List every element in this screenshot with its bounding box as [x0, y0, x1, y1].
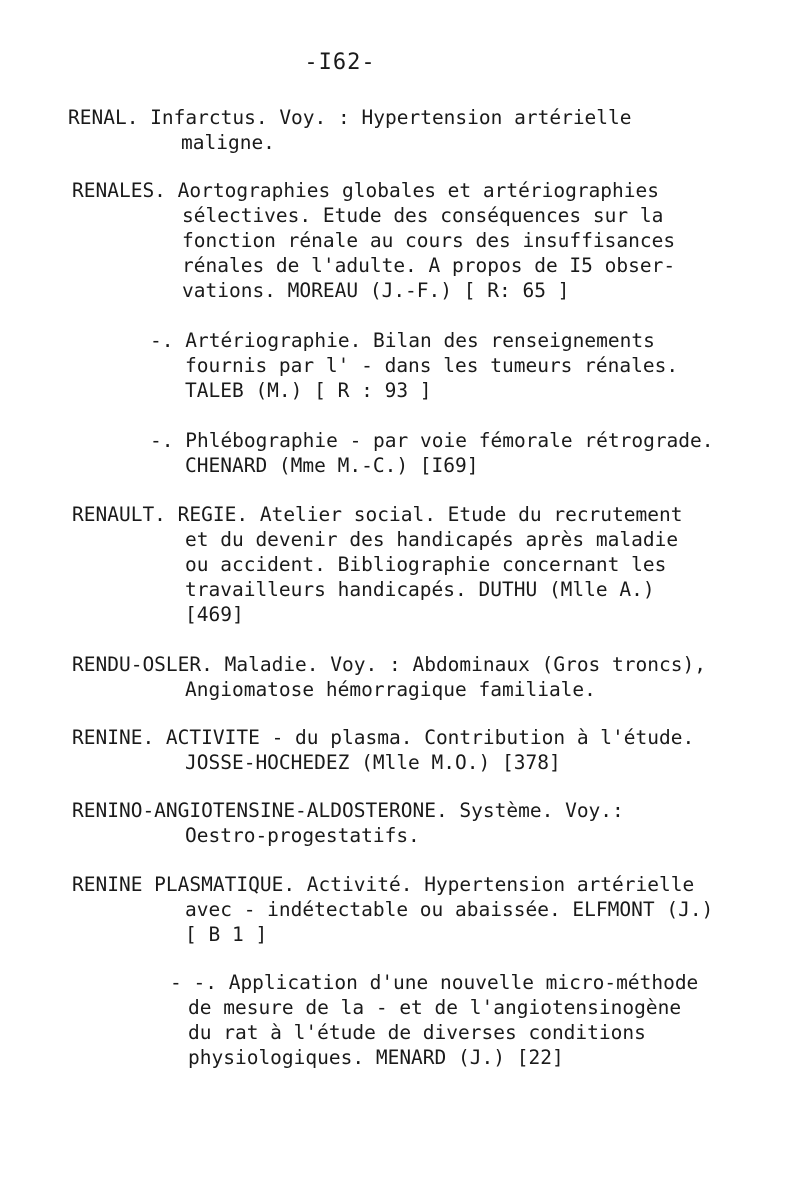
entry-line: [469]	[185, 603, 244, 626]
entry-line: RENINE. ACTIVITE - du plasma. Contribution à l'étude.	[72, 726, 695, 749]
entry-line: sélectives. Etude des conséquences sur la	[182, 204, 664, 227]
entry-line: RENDU-OSLER. Maladie. Voy. : Abdominaux (Gros troncs),	[72, 653, 706, 676]
index-entry-renine-plasmatique	[72, 872, 713, 947]
entry-line: avec - indétectable ou abaissée. ELFMONT (J.)	[185, 898, 714, 921]
index-entry-renal	[68, 105, 632, 155]
entry-line: maligne.	[181, 131, 275, 154]
index-entry-renine	[72, 725, 694, 775]
entry-line: rénales de l'adulte. A propos de I5 obser-	[182, 254, 676, 277]
entry-line: du rat à l'étude de diverses conditions	[188, 1021, 646, 1044]
entry-line: de mesure de la - et de l'angiotensinogène	[188, 996, 682, 1019]
entry-line: - -. Application d'une nouvelle micro-méthode	[170, 971, 699, 994]
entry-line: travailleurs handicapés. DUTHU (Mlle A.)	[185, 578, 655, 601]
entry-line: vations. MOREAU (J.-F.) [ R: 65 ]	[182, 279, 570, 302]
entry-line: RENAULT. REGIE. Atelier social. Etude du recrutement	[72, 503, 683, 526]
entry-line: -. Phlébographie - par voie fémorale rétrograde.	[150, 429, 714, 452]
entry-line: -. Artériographie. Bilan des renseignements	[150, 329, 655, 352]
page-number: -I62-	[304, 50, 376, 75]
index-entry-arteriographie	[150, 328, 678, 403]
entry-line: ou accident. Bibliographie concernant les	[185, 553, 667, 576]
index-entry-phlebographie	[150, 428, 714, 478]
entry-line: TALEB (M.) [ R : 93 ]	[185, 379, 432, 402]
entry-line: RENINO-ANGIOTENSINE-ALDOSTERONE. Système. Voy.:	[72, 799, 624, 822]
entry-line: et du devenir des handicapés après maladie	[185, 528, 679, 551]
entry-line: RENALES. Aortographies globales et artériographies	[72, 179, 659, 202]
index-entry-renault	[72, 502, 682, 627]
entry-line: fonction rénale au cours des insuffisances	[182, 229, 676, 252]
entry-line: RENINE PLASMATIQUE. Activité. Hypertension artérielle	[72, 873, 695, 896]
index-entry-rendu-osler	[72, 652, 706, 702]
entry-line: Oestro-progestatifs.	[185, 824, 420, 847]
entry-line: CHENARD (Mme M.-C.) [I69]	[185, 454, 479, 477]
entry-line: physiologiques. MENARD (J.) [22]	[188, 1046, 564, 1069]
entry-line: JOSSE-HOCHEDEZ (Mlle M.O.) [378]	[185, 751, 561, 774]
index-entry-renales	[72, 178, 675, 303]
index-entry-micro-methode	[170, 970, 698, 1070]
entry-line: fournis par l' - dans les tumeurs rénales.	[185, 354, 679, 377]
entry-line: RENAL. Infarctus. Voy. : Hypertension artérielle	[68, 106, 632, 129]
entry-line: Angiomatose hémorragique familiale.	[185, 678, 596, 701]
index-entry-renino-angiotensine	[72, 798, 624, 848]
entry-line: [ B 1 ]	[185, 923, 268, 946]
